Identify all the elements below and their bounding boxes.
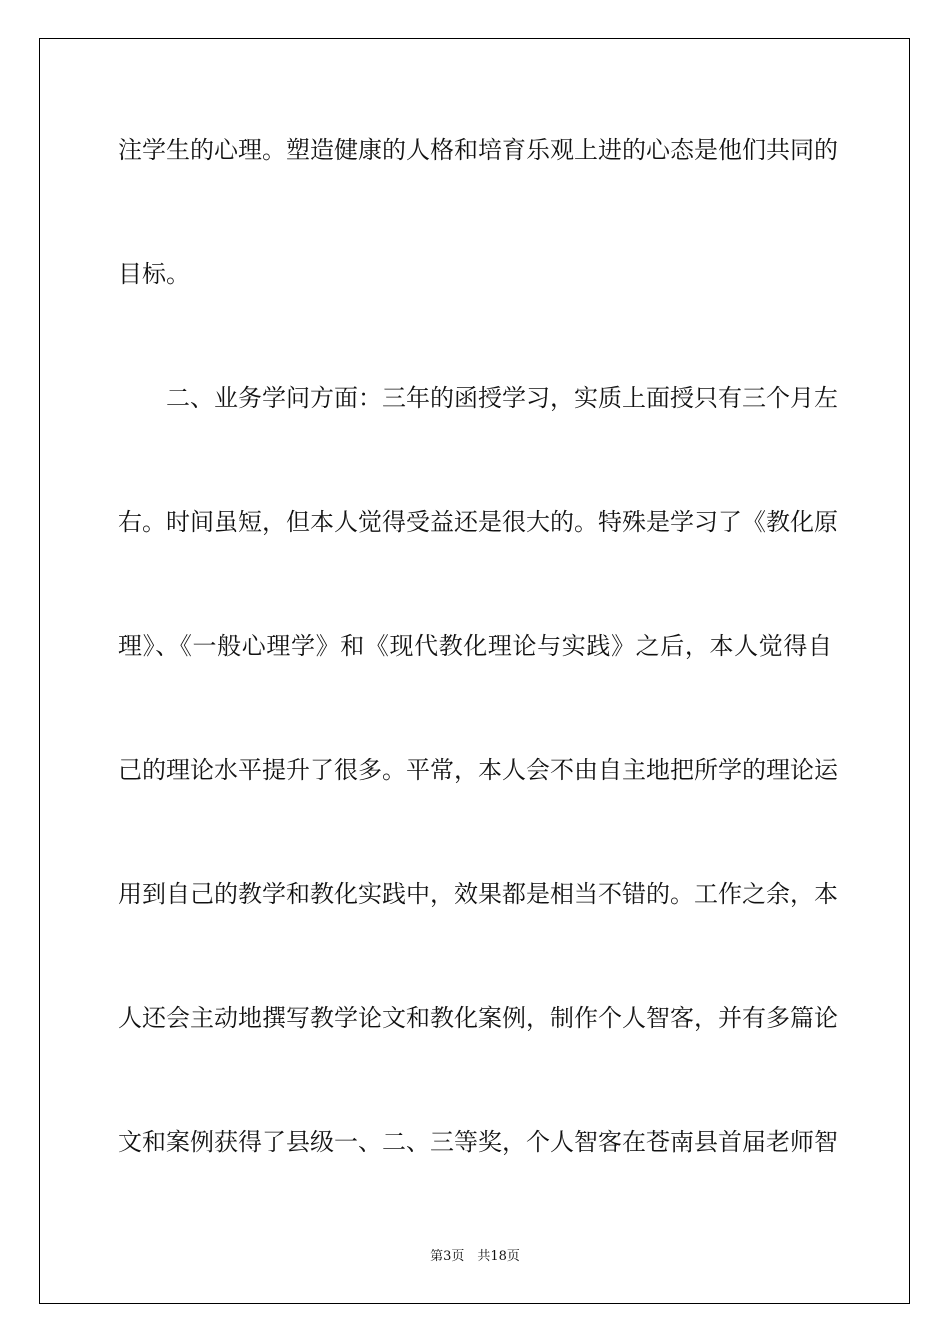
paragraph-line: 目标。 — [118, 260, 190, 288]
paragraph-line: 理》、《一般心理学》和《现代教化理论与实践》之后，本人觉得自 — [118, 632, 832, 660]
paragraph-line: 注学生的心理。塑造健康的人格和培育乐观上进的心态是他们共同的 — [118, 136, 838, 164]
paragraph-line: 己的理论水平提升了很多。平常，本人会不由自主地把所学的理论运 — [118, 756, 838, 784]
paragraph-line: 用到自己的教学和教化实践中，效果都是相当不错的。工作之余，本 — [118, 880, 838, 908]
page-border — [39, 38, 910, 1304]
page-number-footer: 第3页 共18页 — [430, 1249, 520, 1264]
paragraph-line: 文和案例获得了县级一、二、三等奖，个人智客在苍南县首届老师智 — [118, 1128, 838, 1156]
paragraph-line: 右。时间虽短，但本人觉得受益还是很大的。特殊是学习了《教化原 — [118, 508, 838, 536]
paragraph-line: 二、业务学问方面：三年的函授学习，实质上面授只有三个月左 — [166, 384, 838, 412]
paragraph-line: 人还会主动地撰写教学论文和教化案例，制作个人智客，并有多篇论 — [118, 1004, 838, 1032]
